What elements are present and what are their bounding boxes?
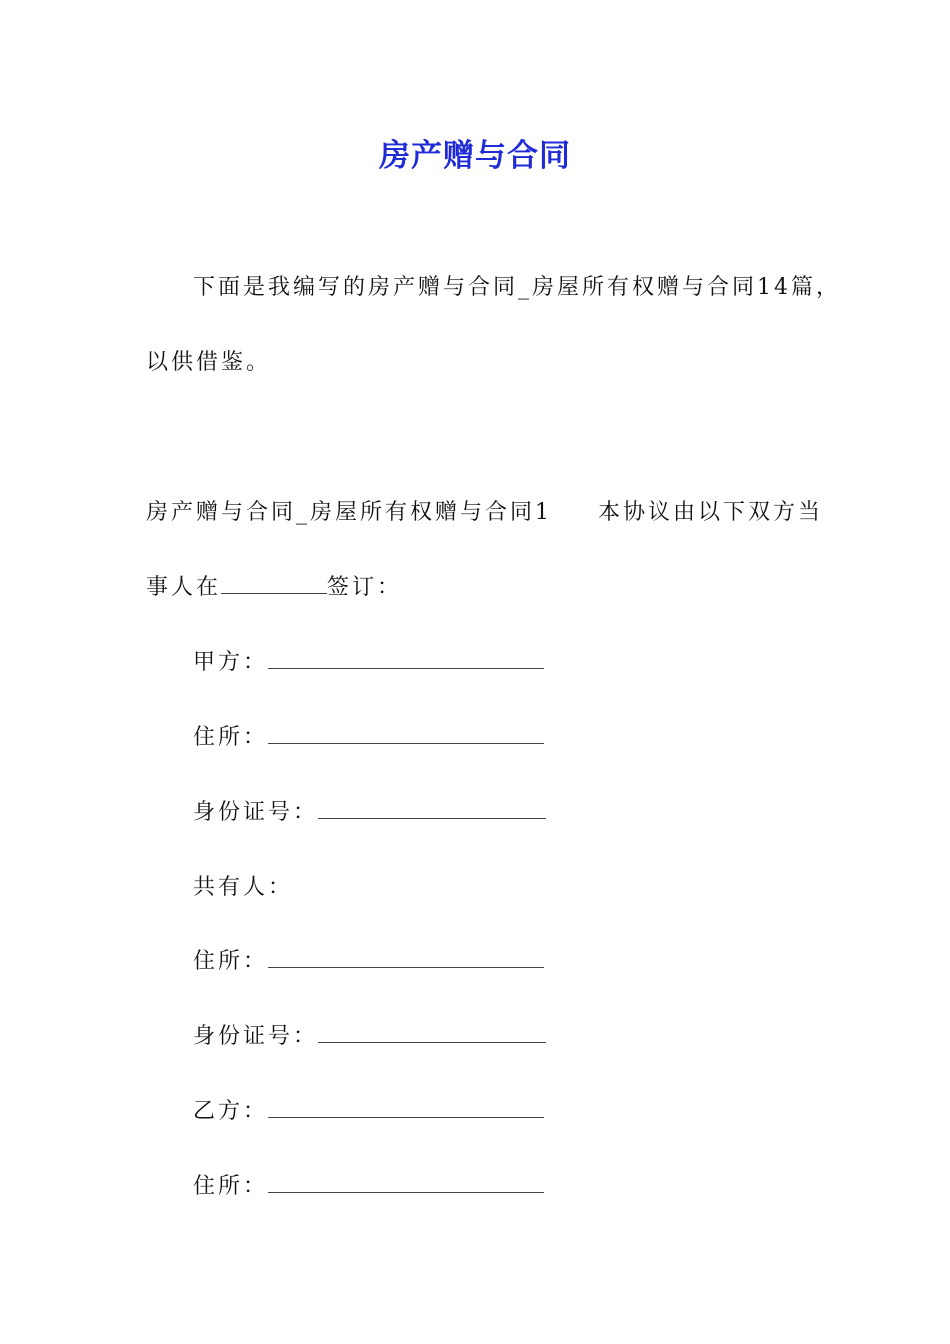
address-1-blank[interactable] — [268, 723, 544, 744]
address-3-blank[interactable] — [268, 1172, 544, 1193]
id-number-2-label: 身份证号： — [193, 1024, 319, 1049]
id-number-1-blank[interactable] — [318, 798, 546, 819]
address-2-label: 住所： — [193, 949, 269, 974]
preamble-after-blank: 签订： — [327, 575, 403, 600]
co-owner-label: 共有人： — [193, 875, 294, 900]
party-a-blank[interactable] — [268, 648, 544, 669]
address-1-row — [193, 720, 544, 751]
preamble-before-blank: 事人在 — [146, 575, 222, 600]
id-number-2-blank[interactable] — [318, 1022, 546, 1043]
intro-line-2: 以供借鉴。 — [146, 350, 272, 375]
party-a-row — [193, 645, 544, 676]
signing-place-blank[interactable] — [221, 573, 327, 594]
party-b-label: 乙方： — [193, 1099, 269, 1124]
party-b-blank[interactable] — [268, 1097, 544, 1118]
preamble-part1: 本协议由以下双方当 — [598, 500, 824, 525]
id-number-2-row — [193, 1019, 546, 1050]
address-2-blank[interactable] — [268, 947, 544, 968]
preamble-line-2 — [146, 570, 402, 601]
id-number-1-row — [193, 795, 546, 826]
co-owner-row — [193, 870, 293, 901]
address-3-label: 住所： — [193, 1174, 269, 1199]
party-b-row — [193, 1094, 544, 1125]
id-number-1-label: 身份证号： — [193, 800, 319, 825]
intro-line-1: 下面是我编写的房产赠与合同_房屋所有权赠与合同14篇， — [193, 275, 841, 300]
address-2-row — [193, 944, 544, 975]
document-title: 房产赠与合同 — [379, 138, 571, 174]
address-3-row — [193, 1169, 544, 1200]
address-1-label: 住所： — [193, 725, 269, 750]
contract-heading-line — [146, 495, 823, 526]
contract-heading: 房产赠与合同_房屋所有权赠与合同1 — [146, 500, 552, 525]
party-a-label: 甲方： — [193, 650, 269, 675]
